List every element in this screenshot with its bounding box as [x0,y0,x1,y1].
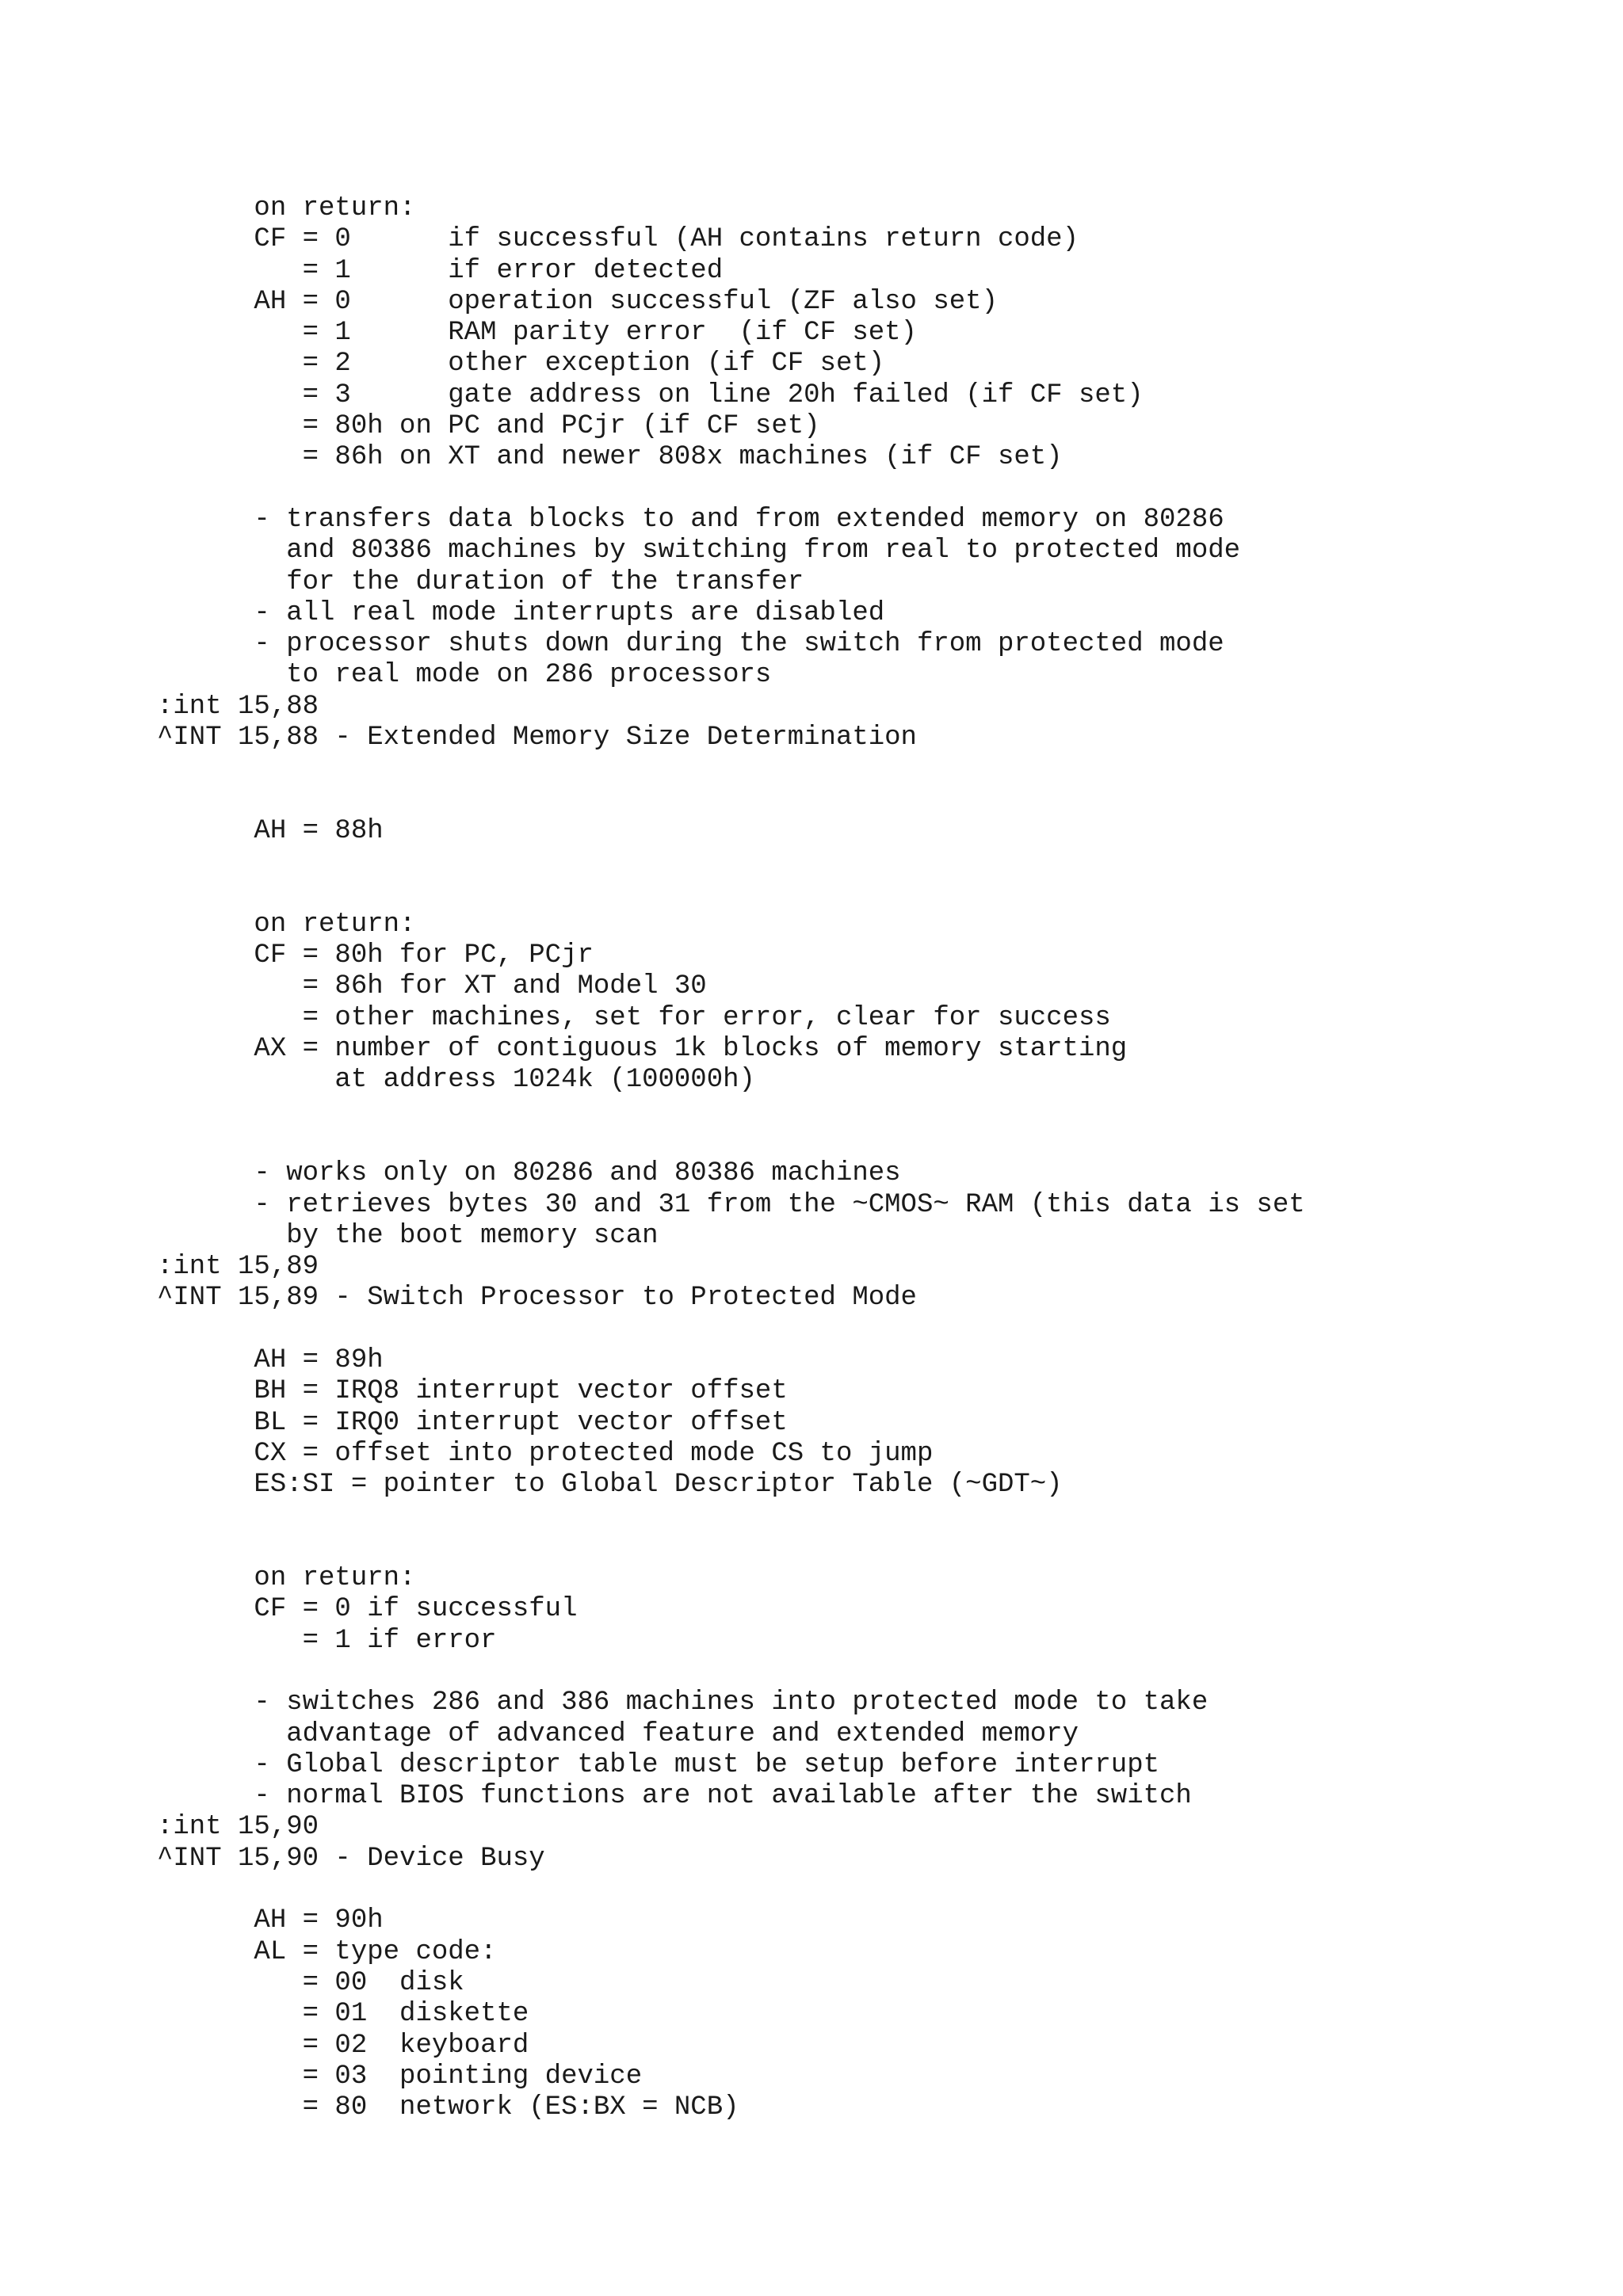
text-line: BH = IRQ8 interrupt vector offset [157,1376,788,1407]
text-line: = 86h on XT and newer 808x machines (if CF set) [157,442,1063,473]
text-line: = 01 diskette [157,1999,529,2030]
text-line: = 1 if error detected [157,255,724,286]
text-line: :int 15,88 [157,691,319,722]
text-line: = 03 pointing device [157,2061,643,2092]
text-line: at address 1024k (100000h) [157,1065,755,1096]
text-line: by the boot memory scan [157,1220,659,1251]
text-line: ^INT 15,90 - Device Busy [157,1843,545,1874]
text-line: = 1 RAM parity error (if CF set) [157,318,917,349]
text-line: on return: [157,1563,416,1594]
text-line: CF = 80h for PC, PCjr [157,940,594,971]
text-line [157,847,1305,878]
text-line: ^INT 15,88 - Extended Memory Size Determination [157,723,917,753]
text-line: CX = offset into protected mode CS to jump [157,1438,934,1469]
text-line: ^INT 15,89 - Switch Processor to Protected Mode [157,1283,917,1314]
text-line: CF = 0 if successful (AH contains return code) [157,224,1079,255]
text-line: AH = 88h [157,815,384,846]
text-line: - retrieves bytes 30 and 31 from the ~CMOS~ RAM (this data is set [157,1189,1305,1220]
text-line [157,879,1305,910]
text-line: = 02 keyboard [157,2030,529,2061]
text-line: = 86h for XT and Model 30 [157,971,707,1002]
text-line [157,1875,1305,1905]
text-line: CF = 0 if successful [157,1594,578,1625]
text-line: = 80h on PC and PCjr (if CF set) [157,411,820,442]
text-line: - all real mode interrupts are disabled [157,597,885,628]
text-line: = other machines, set for error, clear for success [157,1002,1111,1033]
text-line: ES:SI = pointer to Global Descriptor Table (~GDT~) [157,1470,1063,1501]
text-line: AX = number of contiguous 1k blocks of memory starting [157,1034,1128,1065]
text-line: = 1 if error [157,1625,497,1656]
text-line: :int 15,90 [157,1812,319,1843]
text-line: = 3 gate address on line 20h failed (if CF set) [157,379,1144,410]
text-line: - transfers data blocks to and from extended memory on 80286 [157,504,1224,535]
text-line [157,1314,1305,1345]
document-text [157,193,1305,2123]
text-line [157,1127,1305,1158]
text-line: and 80386 machines by switching from real to protected mode [157,536,1241,566]
text-line: = 2 other exception (if CF set) [157,349,885,379]
text-line: - Global descriptor table must be setup before interrupt [157,1749,1160,1780]
text-line: on return: [157,909,416,940]
text-line: = 80 network (ES:BX = NCB) [157,2092,739,2123]
text-line: - switches 286 and 386 machines into protected mode to take [157,1688,1209,1718]
text-line [157,785,1305,816]
text-line: - works only on 80286 and 80386 machines [157,1158,901,1189]
text-line: on return: [157,193,416,223]
text-line: to real mode on 286 processors [157,660,772,691]
text-line: AH = 90h [157,1905,384,1936]
text-line [157,1532,1305,1563]
text-line: - normal BIOS functions are not available after the switch [157,1781,1192,1812]
text-line: = 00 disk [157,1967,464,1998]
text-line [157,753,1305,784]
text-line: AH = 0 operation successful (ZF also set) [157,286,998,317]
text-line [157,474,1305,505]
text-line: AH = 89h [157,1344,384,1375]
text-line [157,1657,1305,1688]
text-line: for the duration of the transfer [157,566,804,597]
text-line: BL = IRQ0 interrupt vector offset [157,1407,788,1438]
text-line: advantage of advanced feature and extended memory [157,1718,1079,1749]
text-line: :int 15,89 [157,1252,319,1283]
text-line [157,1501,1305,1531]
text-line [157,1097,1305,1127]
text-line: AL = type code: [157,1936,497,1967]
text-line: - processor shuts down during the switch from protected mode [157,629,1224,660]
